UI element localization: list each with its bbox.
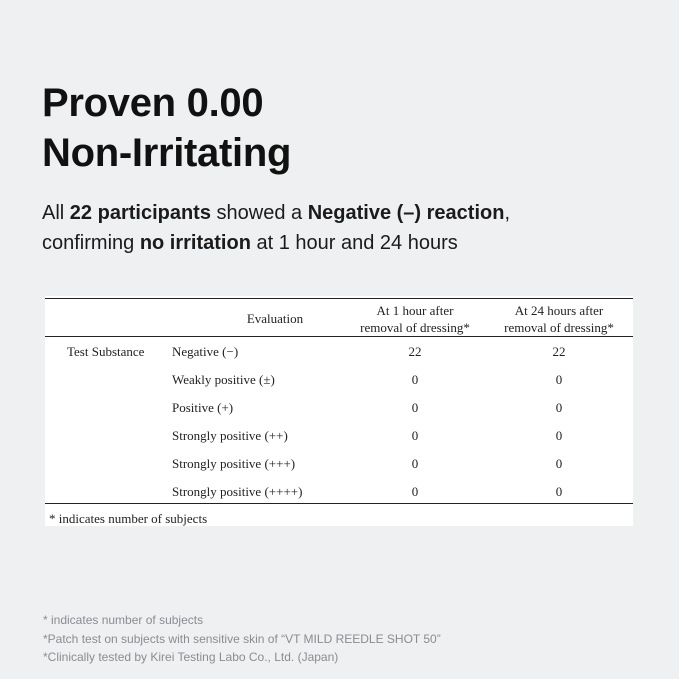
footnotes	[43, 611, 441, 667]
eval-strongly-positive-4: Strongly positive (++++)	[172, 484, 303, 499]
summary-text-part: ,	[504, 202, 510, 224]
footnote-clinical-test: *Clinically tested by Kirei Testing Labo Co., Ltd. (Japan)	[43, 650, 339, 664]
header-evaluation: Evaluation	[246, 311, 304, 326]
footnote-patch-test: *Patch test on subjects with sensitive skin of “VT MILD REEDLE SHOT 50”	[43, 631, 441, 646]
header-24-hours-line1: At 24 hours after	[514, 303, 604, 318]
header-1-hour-line1: At 1 hour after	[376, 303, 454, 318]
header-24-hours	[493, 302, 625, 336]
table-header-rule	[45, 336, 633, 337]
header-1-hour-line2: removal of dressing*	[360, 320, 470, 335]
summary-highlight-no-irritation: no irritation	[139, 232, 251, 254]
value-1h-positive: 0	[411, 400, 419, 415]
eval-strongly-positive-3: Strongly positive (+++)	[172, 456, 296, 471]
summary-text-part: All	[42, 202, 70, 224]
headline	[42, 78, 291, 178]
summary-highlight-negative: Negative (–) reaction	[307, 202, 505, 224]
value-1h-strongly-positive-4: 0	[411, 484, 419, 499]
header-24-hours-line2: removal of dressing*	[504, 320, 614, 335]
footnote-subjects: * indicates number of subjects	[43, 613, 204, 627]
value-24h-strongly-positive-4: 0	[555, 484, 563, 499]
summary-text-part: showed a	[210, 202, 308, 224]
value-24h-negative: 22	[552, 344, 566, 359]
eval-weakly-positive: Weakly positive (±)	[172, 372, 275, 387]
summary-text-part: confirming	[42, 232, 140, 254]
table-bottom-rule	[45, 503, 633, 504]
row-group-label: Test Substance	[67, 344, 145, 359]
value-24h-weakly-positive: 0	[555, 372, 563, 387]
results-table	[45, 296, 633, 526]
summary-highlight-participants: 22 participants	[69, 202, 211, 224]
value-1h-strongly-positive-2: 0	[411, 428, 419, 443]
header-1-hour	[349, 302, 481, 336]
summary-text-part: at 1 hour and 24 hours	[250, 232, 458, 254]
value-1h-negative: 22	[408, 344, 422, 359]
value-24h-strongly-positive-2: 0	[555, 428, 563, 443]
headline-line-1: Proven 0.00	[42, 81, 264, 125]
eval-strongly-positive-2: Strongly positive (++)	[172, 428, 288, 443]
value-1h-weakly-positive: 0	[411, 372, 419, 387]
table-top-rule	[45, 298, 633, 299]
eval-positive: Positive (+)	[172, 400, 234, 415]
table-footnote: * indicates number of subjects	[49, 511, 208, 526]
value-1h-strongly-positive-3: 0	[411, 456, 419, 471]
headline-line-2: Non-Irritating	[42, 131, 292, 175]
eval-negative: Negative (−)	[172, 344, 239, 359]
value-24h-positive: 0	[555, 400, 563, 415]
summary-text	[42, 198, 662, 258]
value-24h-strongly-positive-3: 0	[555, 456, 563, 471]
